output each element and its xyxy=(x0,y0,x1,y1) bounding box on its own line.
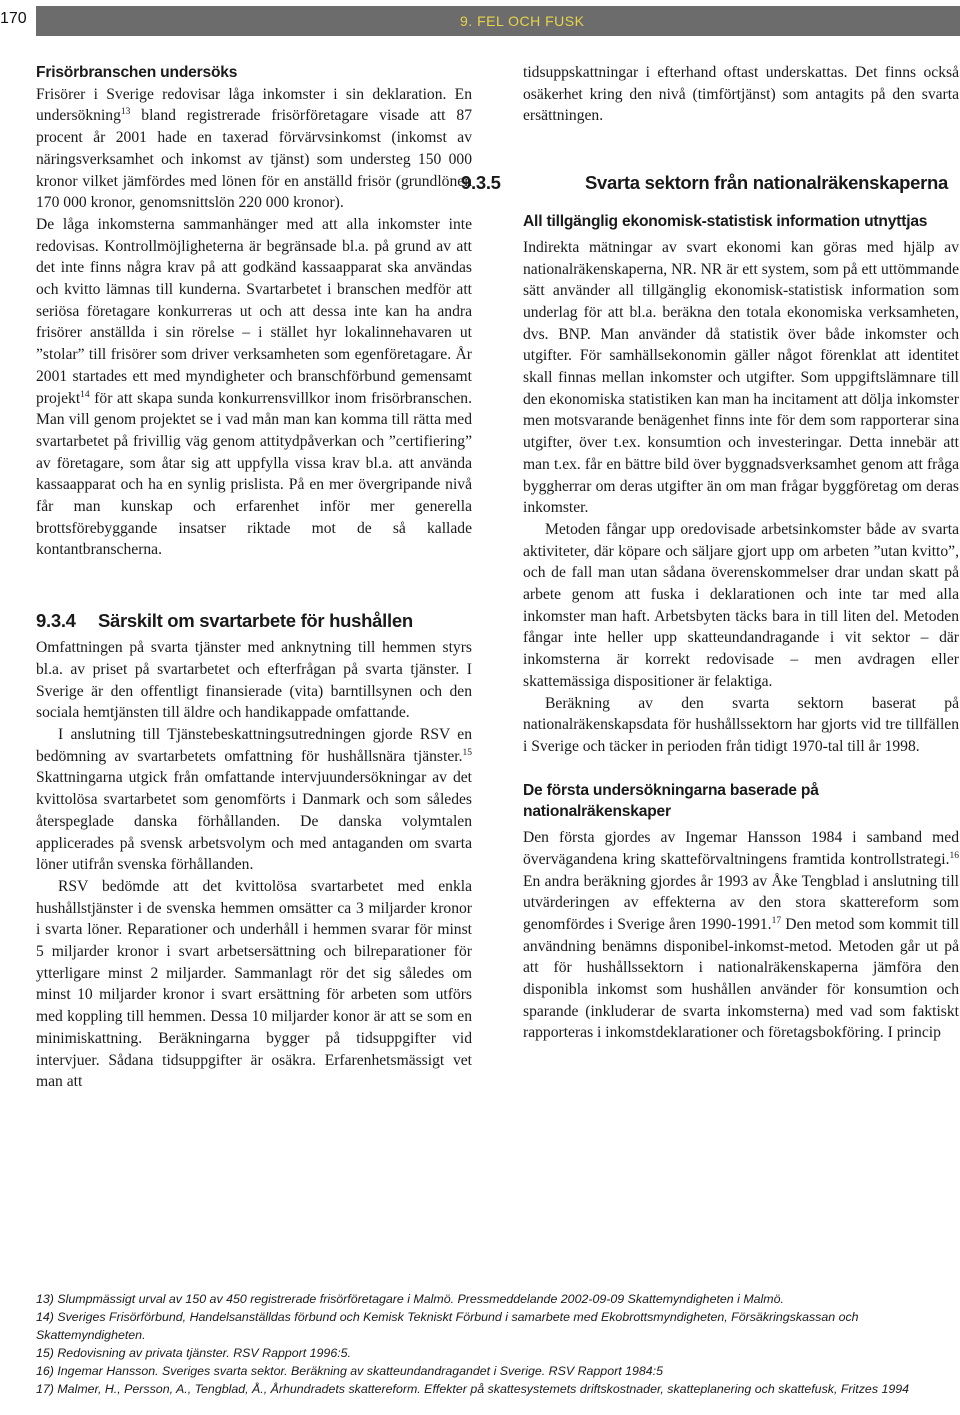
footnote: 17) Malmer, H., Persson, A., Tengblad, Å., Århundradets skattereform. Effekter på skattesystemets driftskostnader, skatteplanering och skattefusk, Fritzes 1994 xyxy=(36,1382,910,1396)
text: De låga inkomsterna sammanhänger med att alla inkomster inte redovisas. Kontrollmöjligheterna är begränsade bl.a. på grund av att det inte finns några krav på att godkänd kassaapparat ska användas och kvitto lämnas till kunderna. Svartarbetet i branschen medför att seriösa företagare konkurreras ut och att dessa inte kan ha andra frisörer anställda i sin rörelse – i stället hyr lokalinnehavaren ut ”stolar” till frisörer som driver verksamheten som egenföretagare. År 2001 startades ett med myndigheter och branschförbund gemensamt projekt xyxy=(36,215,472,407)
paragraph xyxy=(36,724,472,876)
paragraph xyxy=(36,214,472,561)
text: Den första gjordes av Ingemar Hansson 1984 i samband med övervägandena kring skatteförvaltningens framtida kontrollstrategi. xyxy=(523,829,959,868)
subheading-tillganglig-information: All tillgänglig ekonomisk-statistisk information utnyttjas xyxy=(523,213,928,231)
section-heading-935 xyxy=(461,171,959,195)
footnote: 15) Redovisning av privata tjänster. RSV Rapport 1996:5. xyxy=(36,1346,351,1360)
footnote: 16) Ingemar Hansson. Sveriges svarta sektor. Beräkning av skatteundandragandet i Sverige. RSV Rapport 1984:5 xyxy=(36,1364,663,1378)
footnote-ref: 13 xyxy=(120,107,131,118)
subheading-forsta-undersokningarna: De första undersökningarna baserade på nationalräkenskaper xyxy=(523,781,819,821)
section-number: 9.3.5 xyxy=(461,172,501,194)
text: En andra beräkning gjordes år 1993 av Åke Tengblad i anslutning till utvärderingen av effekterna av den stora skattereform som genomfördes i Sverige åren 1990-1991. xyxy=(523,872,959,933)
text: Skattningarna utgick från omfattande intervjuundersökningar av det kvittolösa svartarbetet som genomförts i Danmark och som således återspeglade danska förhållanden. De danska volymtalen applicerades på svensk arbetsvolym och med antaganden om svarta löner utifrån svenska förhållanden. xyxy=(36,769,472,874)
subheading-frisorbranschen: Frisörbranschen undersöks xyxy=(36,64,238,81)
paragraph: RSV bedömde att det kvittolösa svartarbetet med enkla hushållstjänster i de svenska hemmen omsätter ca 3 miljarder kronor i svarta löner. Reparationer och underhåll i hemmen svarar för minst 5 miljarder kronor i svart arbetsersättning och bilreparationer för ytterligare minst 2 miljarder. Sammanlagt rör det sig således om minst 10 miljarder kronor i svart ersättning för arbeten som utförs med koppling till hemmen. Dessa 10 miljarder konor är att se som en minimiskattning. Beräkningarna bygger på tidsuppgifter vid intervjuer. Sådana tidsuppgifter är osäkra. Erfarenhetsmässigt vet man att xyxy=(36,877,472,1091)
page-number: 170 xyxy=(0,10,27,27)
footnote-ref: 17 xyxy=(771,915,782,926)
paragraph xyxy=(36,84,472,214)
footnote-ref: 14 xyxy=(80,389,90,400)
paragraph: Metoden fångar upp oredovisade arbetsinkomster både av svarta aktiviteter, där köpare och säljare gjort upp om arbeten ”utan kvitto”, och de fall man utan sådana överenskommelser drar undan skatt på arbete genom att fuska i deklarationen och inte tar med alla inkomster man haft. Arbetsbyten täcks bara in till liten del. Metoden fångar inte heller upp skatteundandragande i vit sektor – där inkomsterna är korrekt redovisade – men avdragen eller skattemässiga dispositioner är felaktiga. xyxy=(523,520,959,690)
text: Den metod som kommit till användning benämns disponibel-inkomst-metod. Metoden går ut på att för hushållssektorn i nationalräkenskaperna jämföra den disponibla inkomst som hushållen använder för konsumtion och sparande (inkluderar de svarta inkomsterna) med vad som faktiskt rapporteras i inkomstdeklarationer och företagsbokföring. I princip xyxy=(523,915,959,1042)
section-title: Särskilt om svartarbete för hushållen xyxy=(98,610,413,632)
footnote-ref: 16 xyxy=(949,850,959,861)
left-column xyxy=(36,62,472,1093)
section-heading-934 xyxy=(36,609,472,633)
paragraph: Indirekta mätningar av svart ekonomi kan göras med hjälp av nationalräkenskaperna, NR. NR är ett system, som på ett uttömmande sätt använder all tillgänglig ekonomisk-statistisk information som underlag för att bl.a. beräkna den totala ekonomiska verksamheten, dvs. BNP. Man använder då statistik över både inkomster och utgifter. För samhällsekonomin gäller något förenklat att identitet skall finnas mellan inkomster och utgifter. Som uppgiftslämnare till den ekonomiska statistiken kan man ha incitament att dölja inkomster men motsvarande benägenhet finns inte för dem som rapporterar sina utgifter, över t.ex. konsumtion och investeringar. Detta innebär att man t.ex. får en bättre bild över byggnadsverksamhet genom att fråga byggherrar om deras utgifter än om man frågar byggföretag om deras inkomster. xyxy=(523,238,959,517)
paragraph xyxy=(523,827,959,1044)
running-head: 9. FEL OCH FUSK xyxy=(460,13,585,29)
paragraph: Beräkning av den svarta sektorn baserat på nationalräkenskapsdata för hushållssektorn har gjorts vid tre tillfällen i Sverige och täcker in perioden från tidigt 1970-tal till år 1998. xyxy=(523,694,959,755)
section-title: Svarta sektorn från nationalräkenskaperna xyxy=(585,172,948,194)
footnote: 13) Slumpmässigt urval av 150 av 450 registrerade frisörföretagare i Malmö. Pressmeddelande 2002-09-09 Skattemyndigheten i Malmö. xyxy=(36,1292,784,1306)
text: Frisörer i Sverige redovisar låga inkomster i sin deklaration. En undersökning xyxy=(36,85,472,125)
paragraph: Omfattningen på svarta tjänster med anknytning till hemmen styrs bl.a. av priset på svartarbetet och efterfrågan på svarta tjänster. I Sverige är den offentligt finansierade (vita) barntillsynen och den sociala hemtjänsten till äldre och handikappade omfattande. xyxy=(36,639,472,722)
text: bland registrerade frisörföretagare visade att 87 procent år 2001 hade en taxerad förvärvsinkomst (inkomst av näringsverksamhet och inkomst av tjänst) som understeg 150 000 kronor vilket jämfördes med lönen för en anställd frisör (grundlönen 170 000 kronor, genomsnittslön 220 000 kronor). xyxy=(36,107,472,212)
footnote-ref: 15 xyxy=(462,747,472,758)
footnote: 14) Sveriges Frisörförbund, Handelsanställdas förbund och Kemisk Tekniskt Förbund i samarbete med Ekobrottsmyndigheten, Försäkringskassan och Skattemyndigheten. xyxy=(36,1310,859,1342)
footnotes xyxy=(36,1290,960,1398)
paragraph: tidsuppskattningar i efterhand oftast underskattas. Det finns också osäkerhet kring den nivå (timförtjänst) som antagits på den svarta ersättningen. xyxy=(523,64,959,125)
text: I anslutning till Tjänstebeskattningsutredningen gjorde RSV en bedömning av svartarbetets omfattning för hushållsnära tjänster. xyxy=(36,725,472,765)
text: för att skapa sunda konkurrensvillkor inom frisörbranschen. Man vill genom projektet se i vad mån man kan komma till rätta med svartarbetet på frivillig väg genom attitydpåverkan och ”certifiering” av företagare, som åtar sig att uppfylla vissa krav bl.a. att använda kassaapparat och ha en synlig prislista. På en mer övergripande nivå får man kunskap och erfarenhet inför mer generella brottsförebyggande insatser riktade mot de så kallade kontantbranscherna. xyxy=(36,389,472,559)
section-number: 9.3.4 xyxy=(36,610,76,632)
